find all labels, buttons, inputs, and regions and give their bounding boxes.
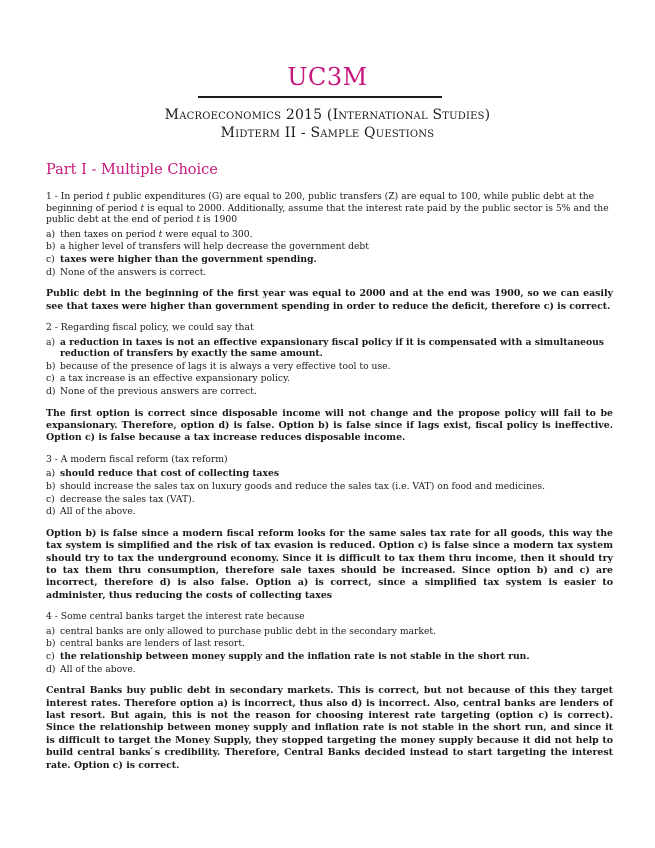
option-c: c) decrease the sales tax (VAT). xyxy=(46,493,195,505)
question-2 xyxy=(46,322,613,445)
option-b: b) central banks are lenders of last resort. xyxy=(46,638,245,650)
option-b: b) because of the presence of lags it is always a very effective tool to use. xyxy=(46,360,391,372)
question-stem: 3 - A modern fiscal reform (tax reform) xyxy=(46,453,228,465)
options-list xyxy=(46,337,613,398)
question-1 xyxy=(46,191,613,313)
question-stem: 2 - Regarding fiscal policy, we could say that xyxy=(46,321,254,333)
answer-explanation: Public debt in the beginning of the first year was equal to 2000 and at the end was 1900, so we can easily see that taxes were higher than government spending in order to reduce the deficit, therefore c) is correct. xyxy=(46,288,613,312)
option-d: d) All of the above. xyxy=(46,663,136,675)
question-4 xyxy=(46,611,613,772)
option-b: b) a higher level of transfers will help decrease the government debt xyxy=(46,241,369,253)
exam-title: Midterm II - Sample Questions xyxy=(220,125,435,141)
question-3 xyxy=(46,454,613,602)
title-rule xyxy=(198,96,442,98)
option-c: c) the relationship between money supply and the inflation rate is not stable in the short run. xyxy=(46,650,530,662)
answer-explanation: The first option is correct since disposable income will not change and the propose policy will fail to be expansionary. Therefore, option d) is false. Option b) is false since if lags exist, fiscal policy is ineffective. Option c) is false because a tax increase reduces disposable income. xyxy=(46,407,613,444)
options-list xyxy=(46,626,613,675)
question-stem: 1 - In period t public expenditures (G) are equal to 200, public transfers (Z) are equal to 100, while public debt at the beginning of period t is equal to 2000. Additionally, assume that the interest rate paid by the public sector is 5% and the public debt at the end of period t is 1900 xyxy=(46,191,609,226)
option-d: d) None of the previous answers are correct. xyxy=(46,385,257,397)
part-heading: Part I - Multiple Choice xyxy=(46,162,218,178)
questions-section xyxy=(46,191,613,781)
option-a: a) a reduction in taxes is not an effective expansionary fiscal policy if it is compensated with a simultaneous reduction of transfers by exactly the same amount. xyxy=(46,336,604,360)
option-d: d) All of the above. xyxy=(46,506,136,518)
options-list xyxy=(46,468,613,517)
options-list xyxy=(46,229,613,278)
option-c: c) taxes were higher than the government spending. xyxy=(46,253,317,265)
option-b: b) should increase the sales tax on luxury goods and reduce the sales tax (i.e. VAT) on food and medicines. xyxy=(46,480,546,492)
option-a: a) central banks are only allowed to purchase public debt in the secondary market. xyxy=(46,625,437,637)
answer-explanation: Option b) is false since a modern fiscal reform looks for the same sales tax rate for all goods, this way the tax system is simplified and the risk of tax evasion is reduced. Option c) is false since a modern tax system should try to tax the underground economy. Since it is difficult to tax them thru income, then it should try to tax them thru consumption, therefore sale taxes should be increased. Since option b) and c) are incorrect, therefore d) is also false. Option a) is correct, since a simplified tax system is easier to administer, thus reducing the costs of collecting taxes xyxy=(46,527,613,601)
option-c: c) a tax increase is an effective expansionary policy. xyxy=(46,373,290,385)
course-title: Macroeconomics 2015 (International Studies) xyxy=(164,107,491,123)
option-a: a) should reduce that cost of collecting taxes xyxy=(46,468,280,480)
option-d: d) None of the answers is correct. xyxy=(46,266,207,278)
question-stem: 4 - Some central banks target the interest rate because xyxy=(46,611,305,623)
university-brand: UC3M xyxy=(287,63,368,91)
option-a: a) then taxes on period t were equal to 300. xyxy=(46,228,253,240)
answer-explanation: Central Banks buy public debt in secondary markets. This is correct, but not because of this they target interest rates. Therefore option a) is incorrect, thus also d) is incorrect. Also, central banks are lenders of last resort. But again, this is not the reason for choosing interest rate targeting (option c) is correct). Since the relationship between money supply and inflation rate is not stable in the short run, and since it is difficult to target the Money Supply, they stopped targeting the money supply because it did not help to build central banks ́s credibility. Therefore, Central Banks decided instead to start targeting the interest rate. Option c) is correct. xyxy=(46,685,613,771)
